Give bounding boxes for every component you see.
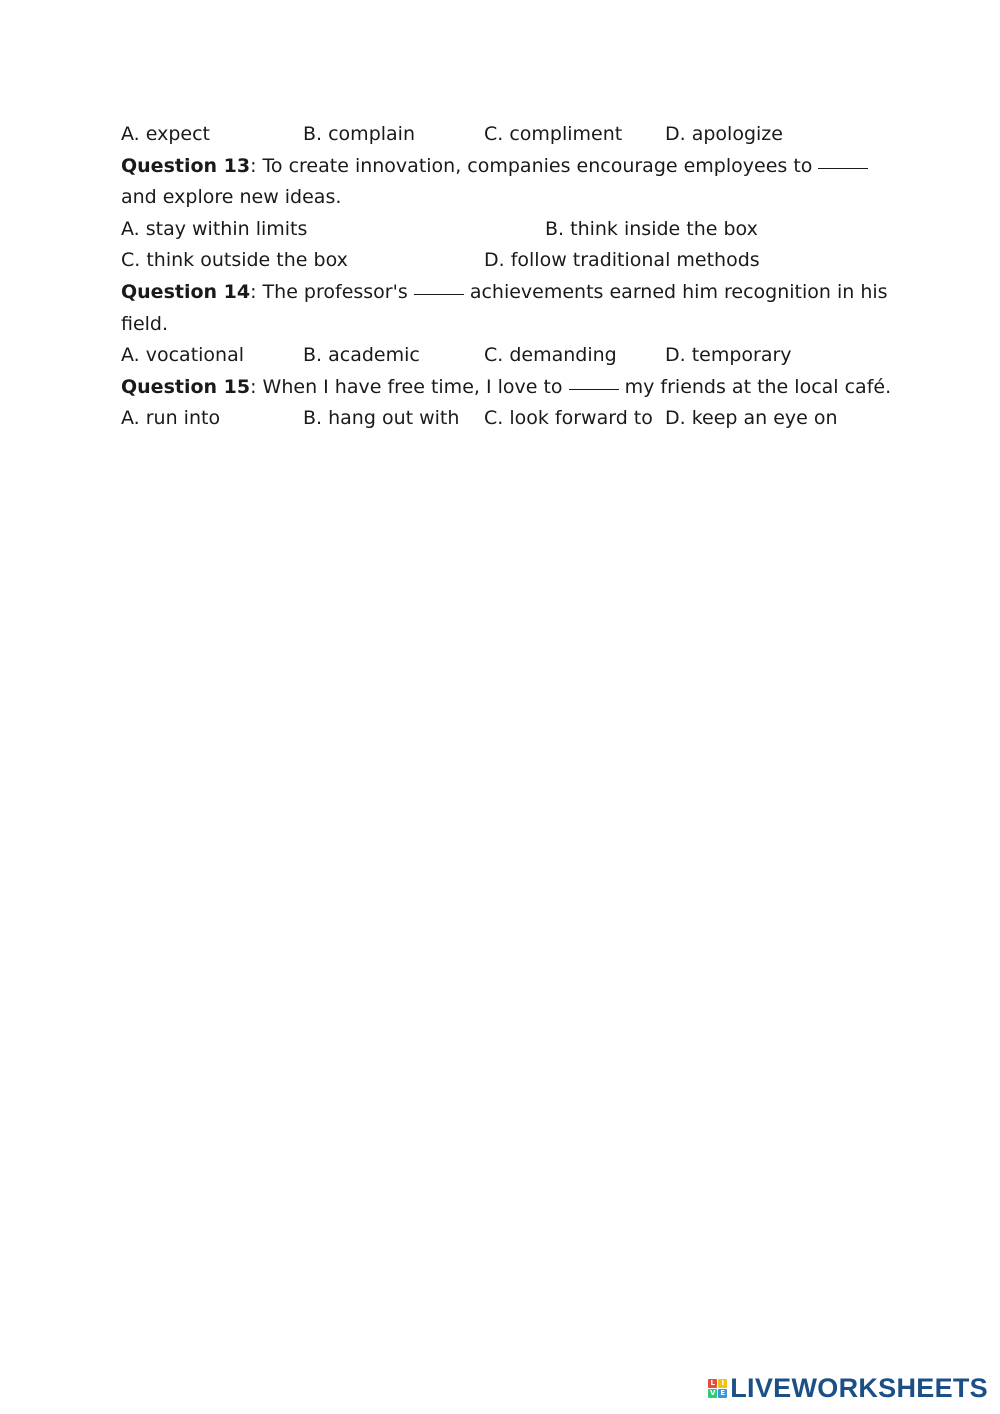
q12-option-d: D. apologize	[665, 123, 783, 145]
q13-options-row-2	[121, 245, 881, 277]
q12-option-a: A. expect	[121, 123, 210, 145]
q14-text-before: : The professor's	[250, 280, 414, 303]
q12-options	[121, 119, 881, 151]
q14-line-2	[121, 309, 881, 341]
q12-option-b: B. complain	[303, 123, 415, 145]
q15-blank	[569, 388, 619, 390]
q14-blank	[414, 293, 464, 295]
q13-option-a: A. stay within limits	[121, 217, 308, 240]
q14-option-b: B. academic	[303, 344, 420, 367]
q14-option-a: A. vocational	[121, 344, 245, 367]
q15-label: Question 15	[121, 375, 251, 398]
logo-mark-e: E	[718, 1389, 727, 1398]
q13-line-2	[121, 182, 881, 214]
logo-text: LIVEWORKSHEETS	[730, 1372, 988, 1403]
q14-text-after-2: field.	[121, 312, 169, 335]
q15-text-before: : When I have free time, I love to	[250, 375, 569, 398]
q13-options-row-1	[121, 214, 881, 246]
q15-options	[121, 403, 881, 435]
q13-label: Question 13	[121, 154, 251, 177]
q14-line-1	[121, 277, 888, 309]
question-13	[121, 151, 881, 214]
question-14	[121, 277, 888, 340]
q15-line-1	[121, 372, 892, 404]
q15-option-a: A. run into	[121, 407, 221, 430]
liveworksheets-logo	[708, 1370, 988, 1406]
q13-text-before: : To create innovation, companies encourage employees to	[250, 154, 819, 177]
q14-options	[121, 340, 881, 372]
q15-option-d: D. keep an eye on	[665, 407, 838, 430]
q14-option-c: C. demanding	[484, 344, 617, 367]
q13-option-b: B. think inside the box	[545, 217, 758, 240]
q13-line-1	[121, 151, 881, 183]
q15-option-b: B. hang out with	[303, 407, 460, 430]
logo-mark-l: L	[708, 1379, 717, 1388]
q13-text-after: and explore new ideas.	[121, 186, 342, 209]
liveworksheets-mark-icon	[708, 1379, 727, 1398]
q14-label: Question 14	[121, 280, 251, 303]
q13-blank	[818, 167, 868, 169]
q13-option-d: D. follow traditional methods	[484, 249, 760, 272]
worksheet-content	[121, 119, 892, 435]
q13-option-c: C. think outside the box	[121, 249, 348, 272]
q12-option-c: C. compliment	[484, 123, 623, 145]
q15-text-after: my friends at the local café.	[618, 375, 892, 398]
question-15	[121, 372, 892, 404]
logo-mark-i: I	[718, 1379, 727, 1388]
q14-option-d: D. temporary	[665, 344, 792, 367]
logo-mark-v: V	[710, 1388, 716, 1397]
q15-option-c: C. look forward to	[484, 407, 653, 430]
q14-text-after-1: achievements earned him recognition in his	[463, 280, 888, 303]
